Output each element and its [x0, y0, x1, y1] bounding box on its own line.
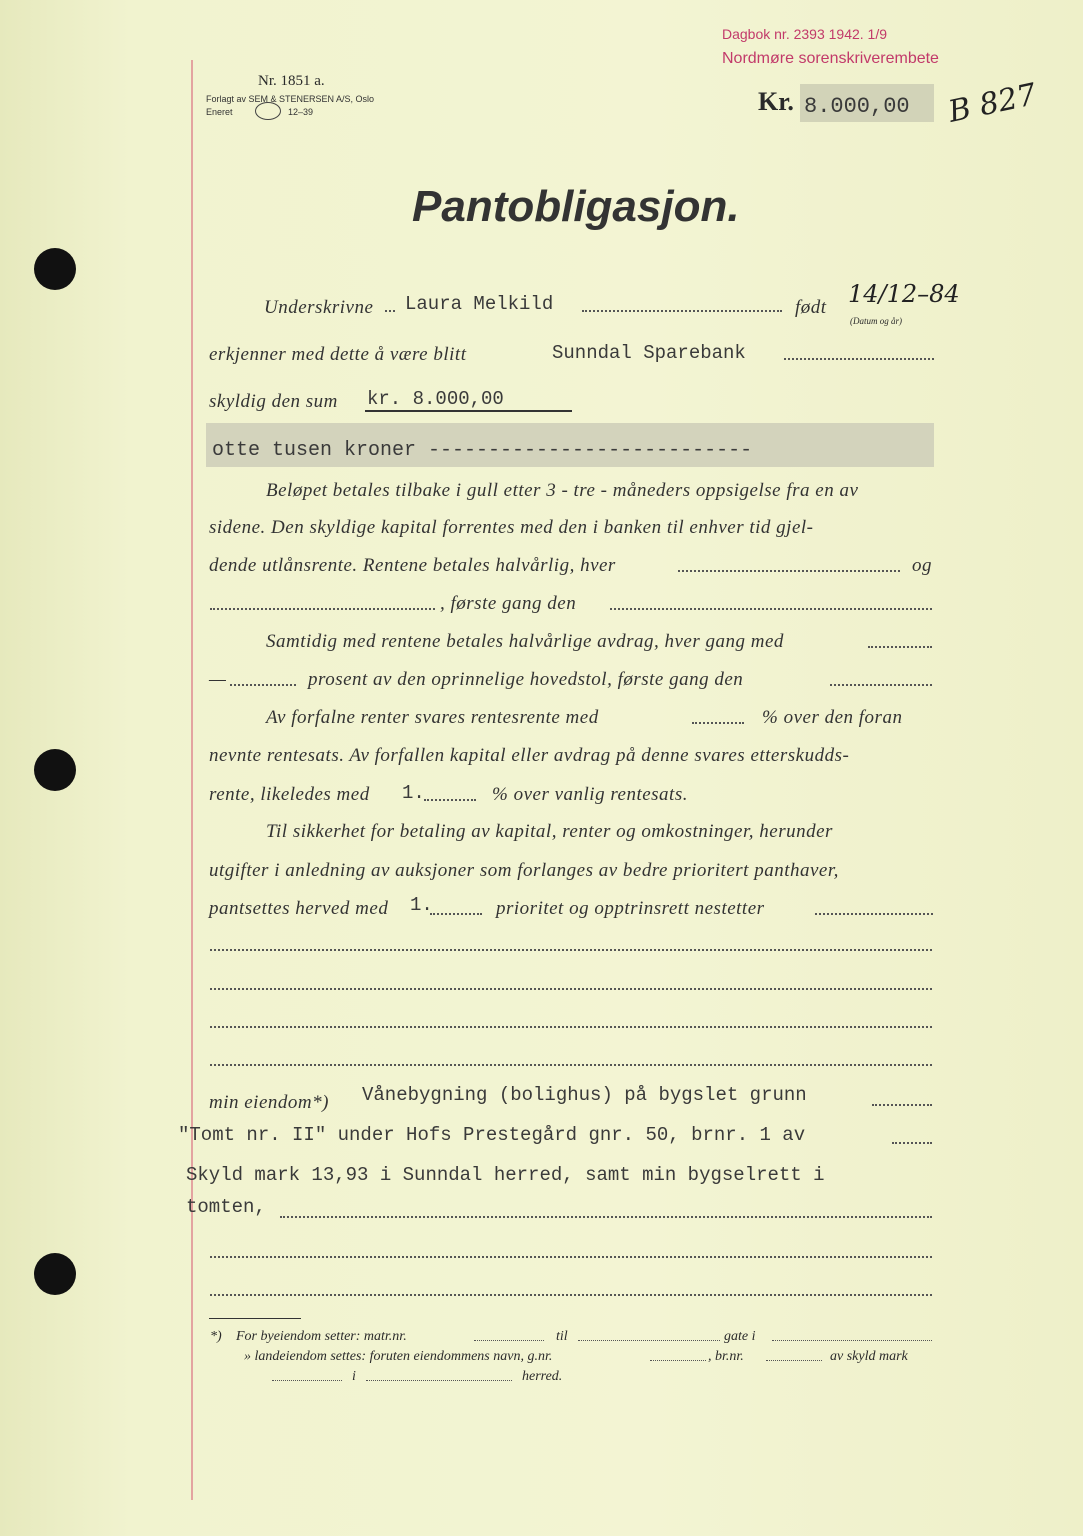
- publisher-line: Forlagt av SEM & STENERSEN A/S, Oslo: [206, 94, 375, 104]
- creditor-label: erkjenner med dette å være blitt: [209, 344, 467, 365]
- priority-value: 1.: [410, 894, 433, 916]
- terms-line: Til sikkerhet for betaling av kapital, renter og omkostninger, herunder: [266, 821, 833, 842]
- journal-stamp-number: [722, 26, 887, 42]
- footnote-text: For byeiendom setter: matr.nr.: [236, 1329, 407, 1344]
- footnote-marker: *): [210, 1329, 222, 1344]
- property-line: tomten,: [186, 1196, 266, 1218]
- dotted-fill: [578, 1336, 720, 1341]
- punch-hole: [34, 749, 76, 791]
- dotted-fill: [610, 604, 932, 610]
- form-number: Nr. 1851 a.: [258, 73, 325, 89]
- born-hint: (Datum og år): [850, 316, 902, 326]
- dotted-line: [210, 984, 932, 990]
- terms-dash: —: [209, 669, 227, 690]
- property-label: min eiendom*): [209, 1092, 329, 1113]
- terms-line: Beløpet betales tilbake i gull etter 3 - tre - måneders oppsigelse fra en av: [266, 480, 859, 501]
- sum-value: kr. 8.000,00: [367, 388, 504, 410]
- born-label: født: [795, 297, 827, 318]
- terms-line: prioritet og opptrinsrett nestetter: [496, 898, 765, 919]
- dotted-line: [210, 1252, 932, 1258]
- terms-line: nevnte rentesats. Av forfallen kapital eller avdrag på denne svares etterskudds-: [209, 745, 850, 766]
- dotted-fill: [784, 354, 934, 360]
- dotted-fill: [892, 1138, 932, 1144]
- journal-stamp-line: Dagbok nr. 2393 1942. 1/9: [722, 26, 888, 42]
- publisher-logo-icon: [255, 102, 281, 120]
- footnote-text: av skyld mark: [830, 1349, 908, 1364]
- sum-underline: [365, 410, 572, 412]
- amount-value: 8.000,00: [804, 94, 910, 119]
- terms-line: dende utlånsrente. Rentene betales halvårlig, hver: [209, 555, 616, 576]
- dotted-fill: [230, 680, 296, 686]
- footnote-text: » landeiendom settes: foruten eiendommens navn, g.nr.: [244, 1349, 553, 1364]
- dotted-fill: [474, 1336, 544, 1341]
- terms-line: rente, likeledes med: [209, 784, 370, 805]
- journal-stamp-office: Nordmøre sorenskriverembete: [722, 50, 939, 67]
- dotted-fill: [692, 718, 744, 724]
- footnote-text: til: [556, 1329, 568, 1344]
- dotted-fill: [678, 566, 900, 572]
- creditor-value: Sunndal Sparebank: [552, 342, 746, 364]
- sum-label: skyldig den sum: [209, 391, 338, 412]
- dotted-line: [210, 945, 932, 951]
- terms-line: % over den foran: [762, 707, 903, 728]
- undersigned-label: Underskrivne: [264, 297, 374, 318]
- amount-prefix: Kr.: [758, 87, 794, 116]
- footnote-text: , br.nr.: [708, 1349, 744, 1364]
- publisher-eneret: Eneret: [206, 107, 233, 117]
- dotted-fill: [868, 642, 932, 648]
- dotted-fill: [650, 1356, 706, 1361]
- dotted-fill: [385, 306, 395, 312]
- undersigned-value: Laura Melkild: [405, 293, 554, 315]
- terms-line: Samtidig med rentene betales halvårlige avdrag, hver gang med: [266, 631, 784, 652]
- dotted-line: [210, 1290, 932, 1296]
- terms-line: prosent av den oprinnelige hovedstol, første gang den: [308, 669, 744, 690]
- dotted-fill: [280, 1212, 932, 1218]
- footnote-text: herred.: [522, 1369, 563, 1384]
- publisher-date: 12–39: [288, 107, 314, 117]
- dotted-line: [210, 1060, 932, 1066]
- dotted-fill: [424, 795, 476, 801]
- document-title: Pantobligasjon.: [412, 182, 740, 231]
- margin-rule: [191, 60, 193, 1500]
- property-line: Skyld mark 13,93 i Sunndal herred, samt min bygselrett i: [186, 1164, 825, 1186]
- margin-note: B 827: [945, 77, 1040, 130]
- property-line: Vånebygning (bolighus) på bygslet grunn: [362, 1084, 807, 1106]
- dotted-fill: [272, 1376, 342, 1381]
- dotted-fill: [772, 1336, 932, 1341]
- dotted-line: [210, 1022, 932, 1028]
- terms-line: Av forfalne renter svares rentesrente med: [266, 707, 599, 728]
- sum-words: otte tusen kroner ---------------------------: [212, 439, 753, 462]
- terms-line: pantsettes herved med: [209, 898, 389, 919]
- punch-hole: [34, 248, 76, 290]
- dotted-fill: [430, 909, 482, 915]
- punch-hole: [34, 1253, 76, 1295]
- terms-line: % over vanlig rentesats.: [492, 784, 688, 805]
- terms-line: , første gang den: [440, 593, 577, 614]
- dotted-fill: [366, 1376, 512, 1381]
- dotted-fill: [830, 680, 932, 686]
- terms-line: utgifter i anledning av auksjoner som forlanges av bedre prioritert panthaver,: [209, 860, 839, 881]
- terms-line: og: [912, 555, 932, 576]
- interest-value: 1.: [402, 782, 425, 804]
- footnote-text: gate i: [724, 1329, 756, 1344]
- property-line: "Tomt nr. II" under Hofs Prestegård gnr. 50, brnr. 1 av: [178, 1124, 806, 1146]
- dotted-fill: [210, 604, 435, 610]
- dotted-fill: [872, 1100, 932, 1106]
- born-value: 14/12–84: [848, 280, 960, 308]
- dotted-fill: [766, 1356, 822, 1361]
- terms-line: sidene. Den skyldige kapital forrentes med den i banken til enhver tid gjel-: [209, 517, 814, 538]
- dotted-fill: [815, 909, 933, 915]
- dotted-fill: [582, 306, 782, 312]
- footnote-text: i: [352, 1369, 356, 1384]
- footnote-rule: [209, 1318, 301, 1319]
